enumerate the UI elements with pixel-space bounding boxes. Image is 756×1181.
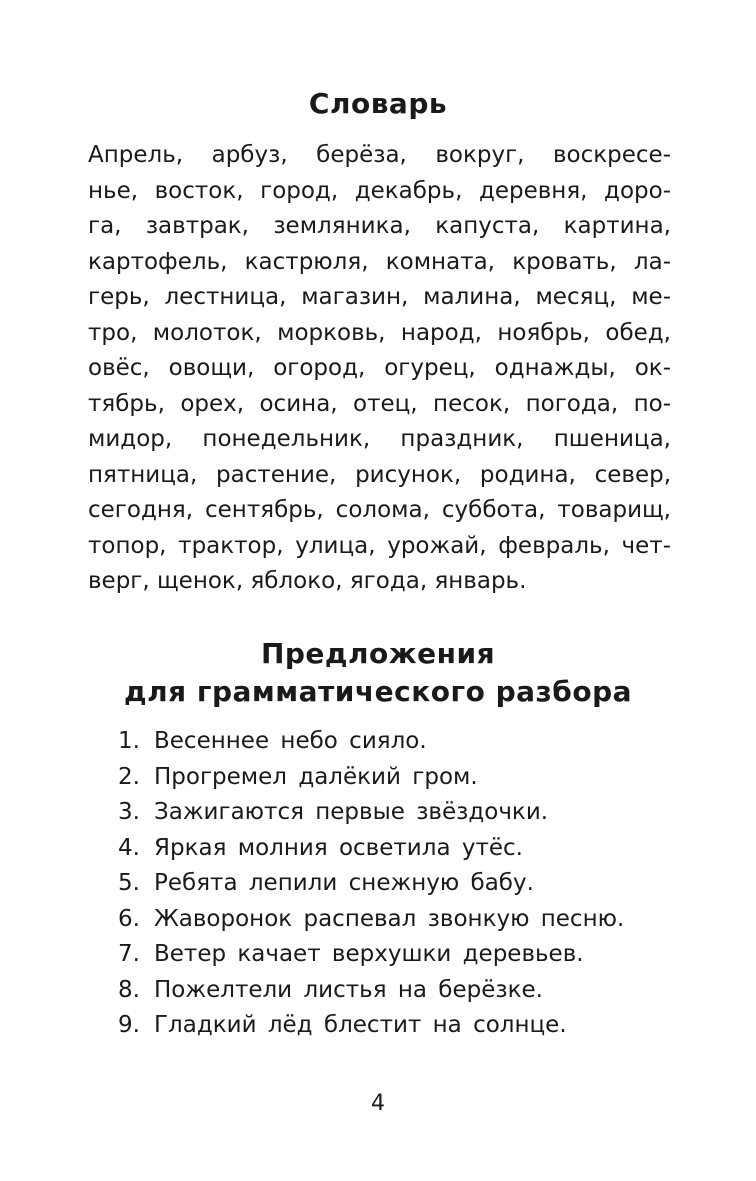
- sentence-text: Ребята лепили снежную бабу.: [154, 870, 534, 896]
- dictionary-line: овёс, овощи, огород, огурец, однажды, ок-: [88, 355, 671, 381]
- sentence-number: 1.: [118, 728, 140, 754]
- dictionary-title: Словарь: [308, 87, 448, 120]
- sentence-item: [118, 973, 678, 1009]
- sentence-item: [118, 760, 678, 796]
- dictionary-line: Апрель, арбуз, берёза, вокруг, воскресе-: [88, 142, 671, 168]
- dictionary-line: га, завтрак, земляника, капуста, картина,: [88, 213, 671, 239]
- sentence-item: [118, 724, 678, 760]
- sentence-number: 2.: [118, 763, 140, 790]
- sentence-item: [118, 795, 678, 831]
- sentence-number: 3.: [118, 799, 140, 825]
- sentence-text: Пожелтели листья на берёзке.: [154, 976, 543, 1003]
- sentence-number: 9.: [118, 1012, 140, 1038]
- sentences-title-line2: для грамматического разбора: [123, 675, 633, 708]
- dictionary-line: мидор, понедельник, праздник, пшеница,: [88, 426, 671, 452]
- sentence-number: 4.: [118, 834, 140, 861]
- dictionary-line: герь, лестница, магазин, малина, месяц, ме-: [88, 284, 671, 310]
- sentence-number: 7.: [118, 941, 140, 967]
- sentence-text: Ветер качает верхушки деревьев.: [154, 941, 584, 967]
- dictionary-line: тябрь, орех, осина, отец, песок, погода, по-: [88, 390, 671, 417]
- sentence-number: 6.: [118, 905, 140, 932]
- sentence-item: [118, 866, 678, 902]
- sentence-text: Весеннее небо сияло.: [154, 728, 427, 754]
- dictionary-line: пятница, растение, рисунок, родина, север,: [88, 461, 671, 488]
- dictionary-line: верг, щенок, яблоко, ягода, январь.: [88, 568, 527, 594]
- sentence-text: Жаворонок распевал звонкую песню.: [154, 905, 625, 932]
- sentence-number: 5.: [118, 870, 140, 896]
- sentence-list: [118, 724, 678, 1044]
- dictionary-text: [88, 138, 671, 600]
- sentence-number: 8.: [118, 976, 140, 1003]
- sentence-text: Зажигаются первые звёздочки.: [154, 799, 549, 825]
- dictionary-line: топор, трактор, улица, урожай, февраль, чет-: [88, 532, 671, 559]
- sentence-text: Яркая молния осветила утёс.: [154, 834, 523, 861]
- sentence-item: [118, 902, 678, 938]
- sentence-item: [118, 831, 678, 867]
- sentence-text: Гладкий лёд блестит на солнце.: [154, 1012, 567, 1038]
- sentences-title-line1: Предложения: [260, 637, 496, 670]
- dictionary-line: сегодня, сентябрь, солома, суббота, товарищ,: [88, 497, 671, 523]
- sentence-item: [118, 1008, 678, 1044]
- dictionary-line: нье, восток, город, декабрь, деревня, доро-: [88, 177, 671, 204]
- dictionary-line: тро, молоток, морковь, народ, ноябрь, обед,: [88, 319, 671, 346]
- sentence-text: Прогремел далёкий гром.: [154, 763, 478, 790]
- sentence-item: [118, 937, 678, 973]
- dictionary-line: картофель, кастрюля, комната, кровать, ла-: [88, 248, 671, 275]
- page-number: 4: [371, 1091, 385, 1116]
